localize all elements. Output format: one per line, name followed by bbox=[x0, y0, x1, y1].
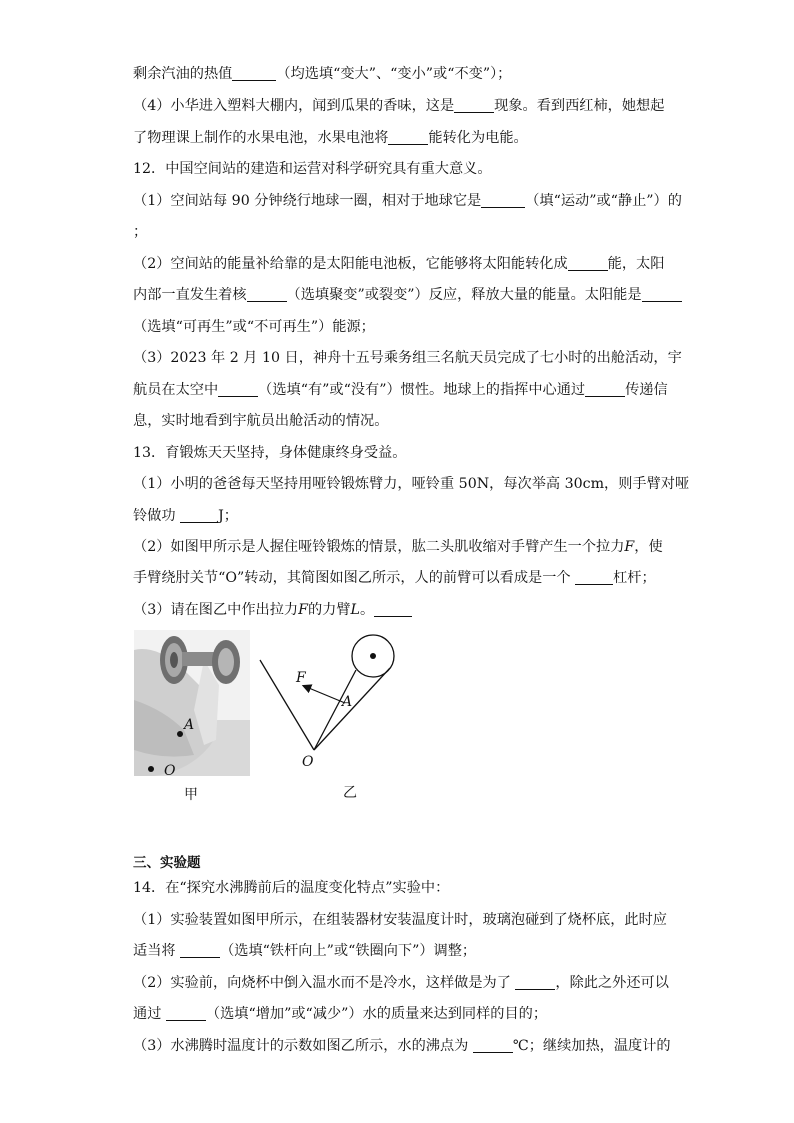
text-line: （3）2023 年 2 月 10 日，神舟十五号乘务组三名航天员完成了七小时的出舱活动，宇 bbox=[133, 350, 682, 366]
text: 铃做功 bbox=[133, 508, 176, 524]
force-F-arrow bbox=[304, 686, 345, 703]
text: 通过 bbox=[133, 1006, 162, 1022]
answer-blank[interactable] bbox=[585, 382, 625, 397]
text-line: ； bbox=[133, 224, 148, 240]
answer-blank[interactable] bbox=[575, 570, 613, 585]
section-heading: 三、实验题 bbox=[133, 855, 201, 871]
text: 能，太阳 bbox=[607, 256, 665, 272]
text: ，除此之外还可以 bbox=[555, 975, 669, 991]
text-line bbox=[133, 64, 511, 84]
answer-blank[interactable] bbox=[642, 287, 682, 302]
figure-yi-diagram bbox=[258, 632, 403, 772]
answer-blank[interactable] bbox=[232, 66, 276, 81]
question-12-title: 12．中国空间站的建造和运营对科学研究具有重大意义。 bbox=[133, 161, 492, 177]
answer-blank[interactable] bbox=[515, 975, 555, 990]
text-line bbox=[133, 128, 528, 148]
answer-blank[interactable] bbox=[247, 287, 287, 302]
text: （1）空间站每 90 分钟绕行地球一圈，相对于地球它是 bbox=[133, 193, 482, 209]
text: ℃；继续加热，温度计的 bbox=[512, 1038, 671, 1054]
answer-blank[interactable] bbox=[481, 193, 525, 208]
text: 航员在太空中 bbox=[133, 382, 219, 398]
answer-blank[interactable] bbox=[374, 602, 412, 617]
text: （2）实验前，向烧杯中倒入温水而不是冷水，这样做是为了 bbox=[133, 975, 511, 991]
answer-blank[interactable] bbox=[180, 508, 218, 523]
text: （2）空间站的能量补给靠的是太阳能电池板，它能够将太阳能转化成 bbox=[133, 256, 568, 272]
text-line bbox=[133, 96, 664, 116]
text-line bbox=[133, 1036, 671, 1056]
text-line: 息，实时地看到宇航员出舱活动的情况。 bbox=[133, 413, 389, 429]
text: （选填聚变”或裂变”）反应，释放大量的能量。太阳能是 bbox=[286, 287, 642, 303]
text: 杠杆； bbox=[613, 570, 656, 586]
text: 传递信 bbox=[625, 382, 668, 398]
forearm-top-line bbox=[314, 670, 356, 750]
symbol-F: F bbox=[298, 602, 308, 618]
text: （选填“铁杆向上”或“铁圈向下”）调整； bbox=[220, 943, 477, 959]
answer-blank[interactable] bbox=[473, 1038, 513, 1053]
text: 的力臂 bbox=[307, 602, 351, 618]
text: 剩余汽油的热值 bbox=[133, 66, 233, 82]
answer-blank[interactable] bbox=[388, 130, 428, 145]
hand-point bbox=[370, 653, 376, 659]
text: （填“运动”或“静止”）的 bbox=[525, 193, 682, 209]
text-line bbox=[133, 380, 668, 400]
label-O: O bbox=[302, 754, 314, 770]
answer-blank[interactable] bbox=[454, 98, 494, 113]
label-A: A bbox=[184, 717, 195, 733]
text: （选填“增加”或“减少”）水的质量来达到同样的目的； bbox=[205, 1006, 548, 1022]
text: ，使 bbox=[634, 539, 663, 555]
text: 了物理课上制作的水果电池，水果电池将 bbox=[133, 130, 389, 146]
text-line bbox=[133, 568, 656, 588]
symbol-L: L bbox=[350, 602, 360, 618]
text: （3）请在图乙中作出拉力 bbox=[133, 602, 299, 618]
text: 内部一直发生着核 bbox=[133, 287, 247, 303]
answer-blank[interactable] bbox=[180, 943, 220, 958]
text-line: （1）小明的爸爸每天坚持用哑铃锻炼臂力，哑铃重 50N，每次举高 30cm，则手臂对哑 bbox=[133, 476, 690, 492]
point-A bbox=[177, 731, 183, 737]
answer-blank[interactable] bbox=[218, 382, 258, 397]
text: 手臂绕肘关节“O”转动，其简图如图乙所示，人的前臂可以看成是一个 bbox=[133, 570, 571, 586]
text-line bbox=[133, 973, 669, 993]
label-F: F bbox=[296, 670, 306, 686]
text-line bbox=[133, 285, 682, 305]
text: 。 bbox=[359, 602, 375, 618]
text-line bbox=[133, 1004, 547, 1024]
answer-blank[interactable] bbox=[568, 256, 608, 271]
point-O bbox=[148, 766, 154, 772]
upper-arm-line bbox=[260, 660, 314, 750]
text: 能转化为电能。 bbox=[428, 130, 528, 146]
caption-jia: 甲 bbox=[184, 787, 198, 803]
text: 现象。看到西红柿，她想起 bbox=[494, 98, 665, 114]
symbol-F: F bbox=[624, 539, 635, 555]
text-line: （选填“可再生”或“不可再生”）能源； bbox=[133, 319, 375, 335]
label-A: A bbox=[342, 694, 353, 710]
text-line bbox=[133, 191, 682, 211]
text: （2）如图甲所示是人握住哑铃锻炼的情景，肱二头肌收缩对手臂产生一个拉力 bbox=[133, 539, 625, 555]
text: J； bbox=[218, 508, 238, 524]
label-O: O bbox=[164, 763, 176, 776]
text-line bbox=[133, 941, 476, 961]
text: （4）小华进入塑料大棚内，闻到瓜果的香味，这是 bbox=[133, 98, 455, 114]
text-line bbox=[133, 254, 664, 274]
text: （选填“有”或“没有”）惯性。地球上的指挥中心通过 bbox=[258, 382, 586, 398]
text: （均选填“变大”、“变小”或“不变”）； bbox=[276, 66, 512, 82]
text: 适当将 bbox=[133, 943, 176, 959]
answer-blank[interactable] bbox=[166, 1006, 206, 1021]
question-14-title: 14．在“探究水沸腾前后的温度变化特点”实验中： bbox=[133, 880, 450, 896]
text-line bbox=[133, 600, 412, 620]
question-13-title: 13．育锻炼天天坚持，身体健康终身受益。 bbox=[133, 445, 407, 461]
figure-jia-photo bbox=[134, 630, 250, 776]
text-line bbox=[133, 537, 663, 557]
text: （3）水沸腾时温度计的示数如图乙所示，水的沸点为 bbox=[133, 1038, 469, 1054]
text-line: （1）实验装置如图甲所示，在组装器材安装温度计时，玻璃泡碰到了烧杯底，此时应 bbox=[133, 912, 667, 928]
caption-yi: 乙 bbox=[343, 785, 357, 801]
text-line bbox=[133, 506, 238, 526]
